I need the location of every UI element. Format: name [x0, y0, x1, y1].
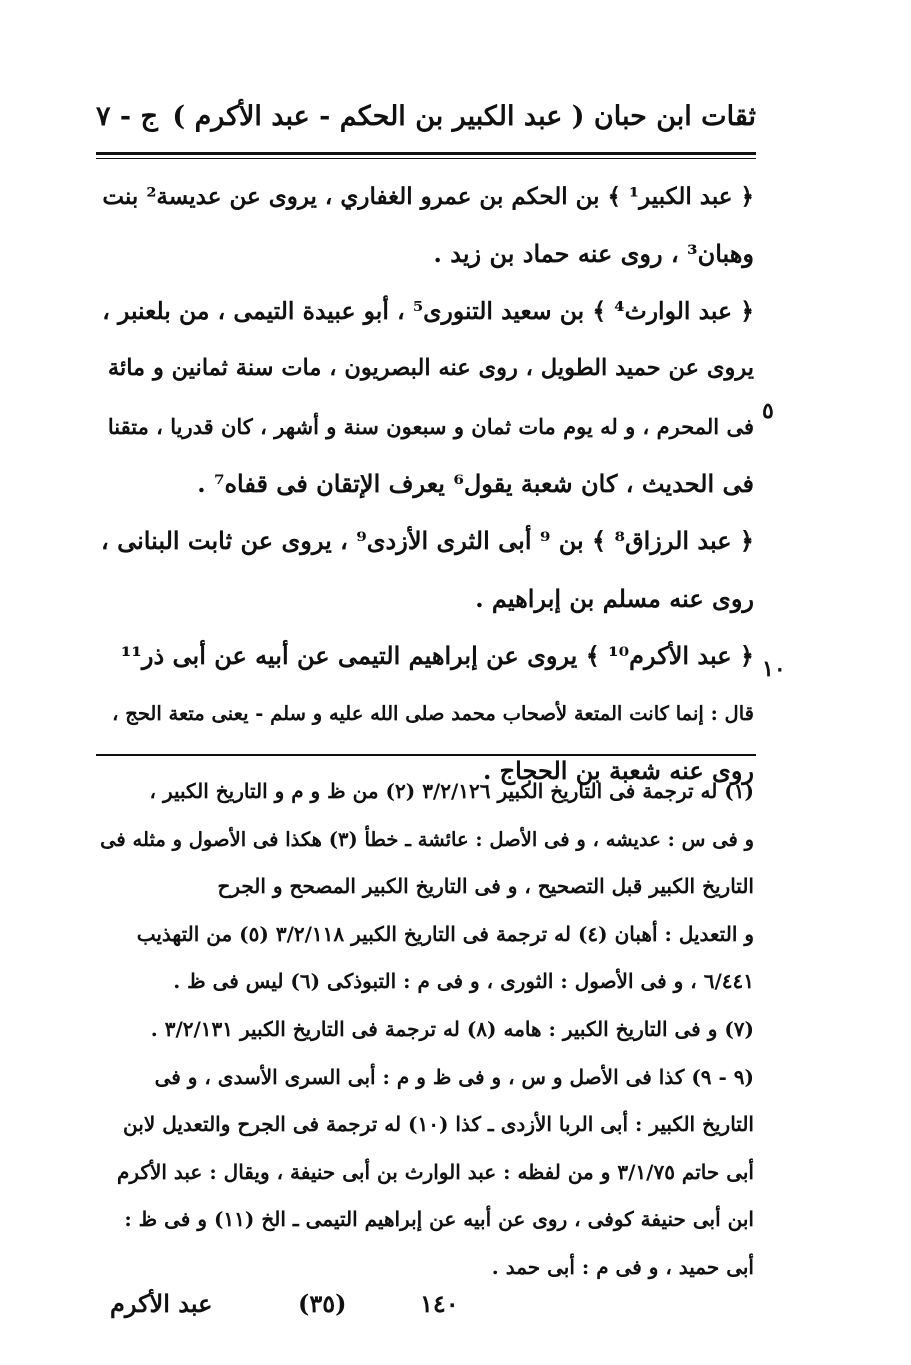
line-number-10: ١٠: [762, 656, 786, 682]
text-line: ﴿ عبد الرزاق⁸ ﴾ بن ⁹ أبى الثرى الأزدى⁹ ، يروى عن ثابت البنانى ،: [101, 526, 754, 556]
footnote-line: و التعديل : أهبان (٤) له ترجمة فى التاريخ الكبير ٣/٢/١١٨ (٥) من التهذيب: [136, 921, 754, 946]
text-line: وهبان³ ، روى عنه حماد بن زيد .: [433, 239, 754, 269]
volume-number: ج - ٧: [96, 101, 158, 132]
text-line: يروى عن حميد الطويل ، روى عنه البصريون ، مات سنة ثمانين و مائة: [107, 355, 754, 382]
footnote-line: ابن أبى حنيفة كوفى ، روى عن أبيه عن إبراهيم التيمى ـ الخ (١١) و فى ظ :: [124, 1207, 754, 1232]
text-line: ﴿ عبد الأكرم¹⁰ ﴾ يروى عن إبراهيم التيمى عن أبيه عن أبى ذر¹¹: [120, 641, 754, 671]
footnote-line: التاريخ الكبير : أبى الربا الأزدى ـ كذا (١٠) له ترجمة فى الجرح والتعديل لابن: [123, 1112, 754, 1137]
text-line: فى الحديث ، كان شعبة يقول⁶ يعرف الإتقان فى قفاه⁷ .: [197, 468, 754, 498]
footnote-line: أبى حاتم ٣/١/٧٥ و من لفظه : عبد الوارث بن أبى حنيفة ، ويقال : عبد الأكرم: [117, 1159, 754, 1184]
footnote-line: و فى س : عديشه ، و فى الأصل : عائشة ـ خطأ (٣) هكذا فى الأصول و مثله فى: [100, 827, 754, 851]
text-line: روى عنه شعبة بن الحجاج .: [482, 755, 754, 785]
page-footer: [110, 1282, 750, 1326]
footnote-line: (٩ - ٩) كذا فى الأصل و س ، و فى ظ و م : أبى السرى الأسدى ، و فى: [154, 1064, 754, 1089]
text-line: ﴿ عبد الكبير¹ ﴾ بن الحكم بن عمرو الغفاري ، يروى عن عديسة² بنت: [102, 183, 754, 210]
text-line: قال : إنما كانت المتعة لأصحاب محمد صلى الله عليه و سلم - يعنى متعة الحج ،: [112, 701, 754, 725]
page-number: ١٤٠: [420, 1289, 459, 1318]
header-rule-thick: [96, 152, 756, 155]
footnote-separator: [96, 754, 756, 756]
footnote-line: (١) له ترجمة فى التاريخ الكبير ٣/٢/١٢٦ (٢) من ظ و م و التاريخ الكبير ،: [149, 779, 754, 803]
footnote-line: أبى حميد ، و فى م : أبى حمد .: [491, 1254, 754, 1279]
footnotes: [98, 768, 754, 1292]
footnote-line: التاريخ الكبير قبل التصحيح ، و فى التاريخ الكبير المصحح و الجرح: [217, 874, 754, 899]
text-line: ﴿ عبد الوارث⁴ ﴾ بن سعيد التنورى⁵ ، أبو عبيدة التيمى ، من بلعنبر ،: [102, 296, 754, 325]
footnote-line: ٦/٤٤١ ، و فى الأصول : الثورى ، و فى م : التبوذكى (٦) ليس فى ظ .: [173, 969, 754, 994]
text-line: فى المحرم ، و له يوم مات ثمان و سبعون سنة و أشهر ، كان قدريا ، متقنا: [107, 413, 754, 439]
header-title: ثقات ابن حبان ( عبد الكبير بن الحكم - عبد الأكرم ): [172, 101, 756, 132]
main-text: [98, 168, 754, 799]
line-number-5: ٥: [762, 398, 774, 424]
footer-catchword: عبد الأكرم: [110, 1289, 213, 1318]
signature-mark: (٣٥): [298, 1289, 347, 1318]
footnote-line: (٧) و فى التاريخ الكبير : هامه (٨) له ترجمة فى التاريخ الكبير ٣/٢/١٣١ .: [150, 1016, 754, 1041]
text-line: روى عنه مسلم بن إبراهيم .: [475, 583, 754, 613]
header-rule-thin: [96, 158, 756, 159]
running-header: [96, 92, 756, 142]
